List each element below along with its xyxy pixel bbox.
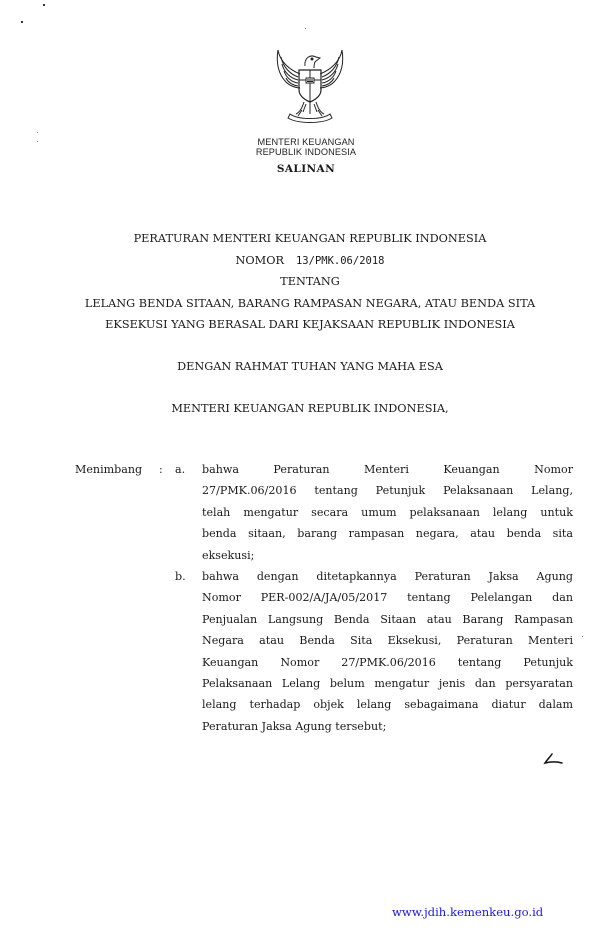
item-text [202,459,573,566]
text-line: 27/PMK.06/2016 tentang Petunjuk Pelaksanaan Lelang, [202,484,573,498]
regulation-number [0,254,612,267]
item-text [202,566,573,737]
number-value: 13/PMK.06/2018 [295,255,385,267]
subject-line-1: LELANG BENDA SITAAN, BARANG RAMPASAN NEGARA, ATAU BENDA SITA [84,297,536,310]
text-line: Peraturan Jaksa Agung tersebut; [202,719,387,733]
garuda-emblem-icon [272,44,348,126]
item-letter: a. [175,463,186,476]
text-line: bahwa Peraturan Menteri Keuangan Nomor [202,463,573,476]
scan-speck [582,636,583,637]
text-line: bahwa dengan ditetapkannya Peraturan Jaksa Agung [202,570,573,583]
text-line: Pelaksanaan Lelang belum mengatur jenis dan persyaratan [202,677,573,691]
text-line: Penjualan Langsung Benda Sitaan atau Barang Rampasan [202,612,573,626]
text-line: benda sitaan, barang rampasan negara, atau benda sita [202,527,573,541]
jdih-website-link[interactable]: www.jdih.kemenkeu.go.id [392,905,544,919]
text-line: Nomor PER-002/A/JA/05/2017 tentang Pelelangan dan [202,591,573,605]
text-line: telah mengatur secara umum pelaksanaan lelang untuk [202,505,573,519]
invocation: DENGAN RAHMAT TUHAN YANG MAHA ESA [177,360,443,373]
scan-speck [21,21,23,23]
issuing-authority: MENTERI KEUANGAN REPUBLIK INDONESIA, [171,402,449,415]
considering-colon: : [159,463,163,476]
scan-speck [305,28,306,29]
item-letter: b. [175,570,186,583]
subject-line-2: EKSEKUSI YANG BERASAL DARI KEJAKSAAN REPUBLIK INDONESIA [105,318,515,331]
considering-label: Menimbang [75,463,143,476]
text-line: Keuangan Nomor 27/PMK.06/2016 tentang Petunjuk [202,655,573,669]
text-line: eksekusi; [202,548,255,562]
regulation-title: PERATURAN MENTERI KEUANGAN REPUBLIK INDONESIA [133,232,487,245]
text-line: lelang terhadap objek lelang sebagaimana diatur dalam [202,698,573,712]
initial-mark-icon [543,752,565,766]
text-line: Negara atau Benda Sita Eksekusi, Peraturan Menteri [202,634,573,648]
about-label: TENTANG [280,275,340,288]
scan-speck [37,132,38,133]
copy-mark: SALINAN [276,163,336,175]
ministry-name-line1: MENTERI KEUANGAN [257,137,355,147]
number-label: NOMOR [235,254,284,267]
scan-speck [43,4,45,6]
ministry-name-line2: REPUBLIK INDONESIA [255,147,357,157]
